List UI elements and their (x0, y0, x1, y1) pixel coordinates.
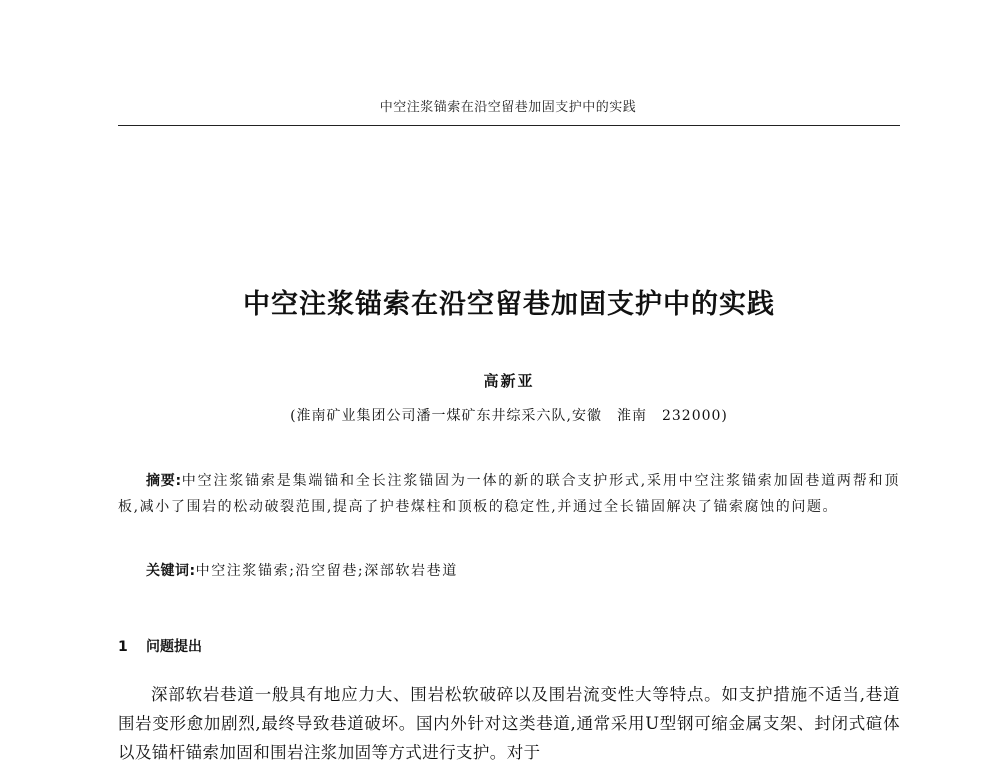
keywords (118, 560, 900, 580)
abstract-text: 中空注浆锚索是集端锚和全长注浆锚固为一体的新的联合支护形式,采用中空注浆锚索加固巷道两帮和顶板,减小了围岩的松动破裂范围,提高了护巷煤柱和顶板的稳定性,并通过全长锚固解决了锚索腐蚀的问题。 (118, 473, 900, 515)
article-title: 中空注浆锚索在沿空留巷加固支护中的实践 (243, 289, 775, 320)
running-header: 中空注浆锚索在沿空留巷加固支护中的实践 (379, 100, 637, 115)
section-title: 问题提出 (146, 639, 202, 655)
keywords-text: 中空注浆锚索;沿空留巷;深部软岩巷道 (195, 563, 458, 579)
abstract-label: 摘要: (146, 473, 182, 489)
abstract (118, 468, 900, 520)
header-rule (118, 125, 900, 126)
section-number: 1 (118, 639, 128, 655)
keywords-label: 关键词: (146, 563, 196, 579)
body-paragraph: 深部软岩巷道一般具有地应力大、围岩松软破碎以及围岩流变性大等特点。如支护措施不适当,巷道围岩变形愈加剧烈,最终导致巷道破坏。国内外针对这类巷道,通常采用U型钢可缩金属支架、封闭式碹体以及锚杆锚索加固和围岩注浆加固等方式进行支护。对于 (118, 685, 900, 762)
author-affiliation: (淮南矿业集团公司潘一煤矿东井综采六队,安徽 淮南 232000) (290, 408, 728, 424)
author-name: 高新亚 (483, 372, 535, 390)
section-heading (118, 636, 900, 656)
